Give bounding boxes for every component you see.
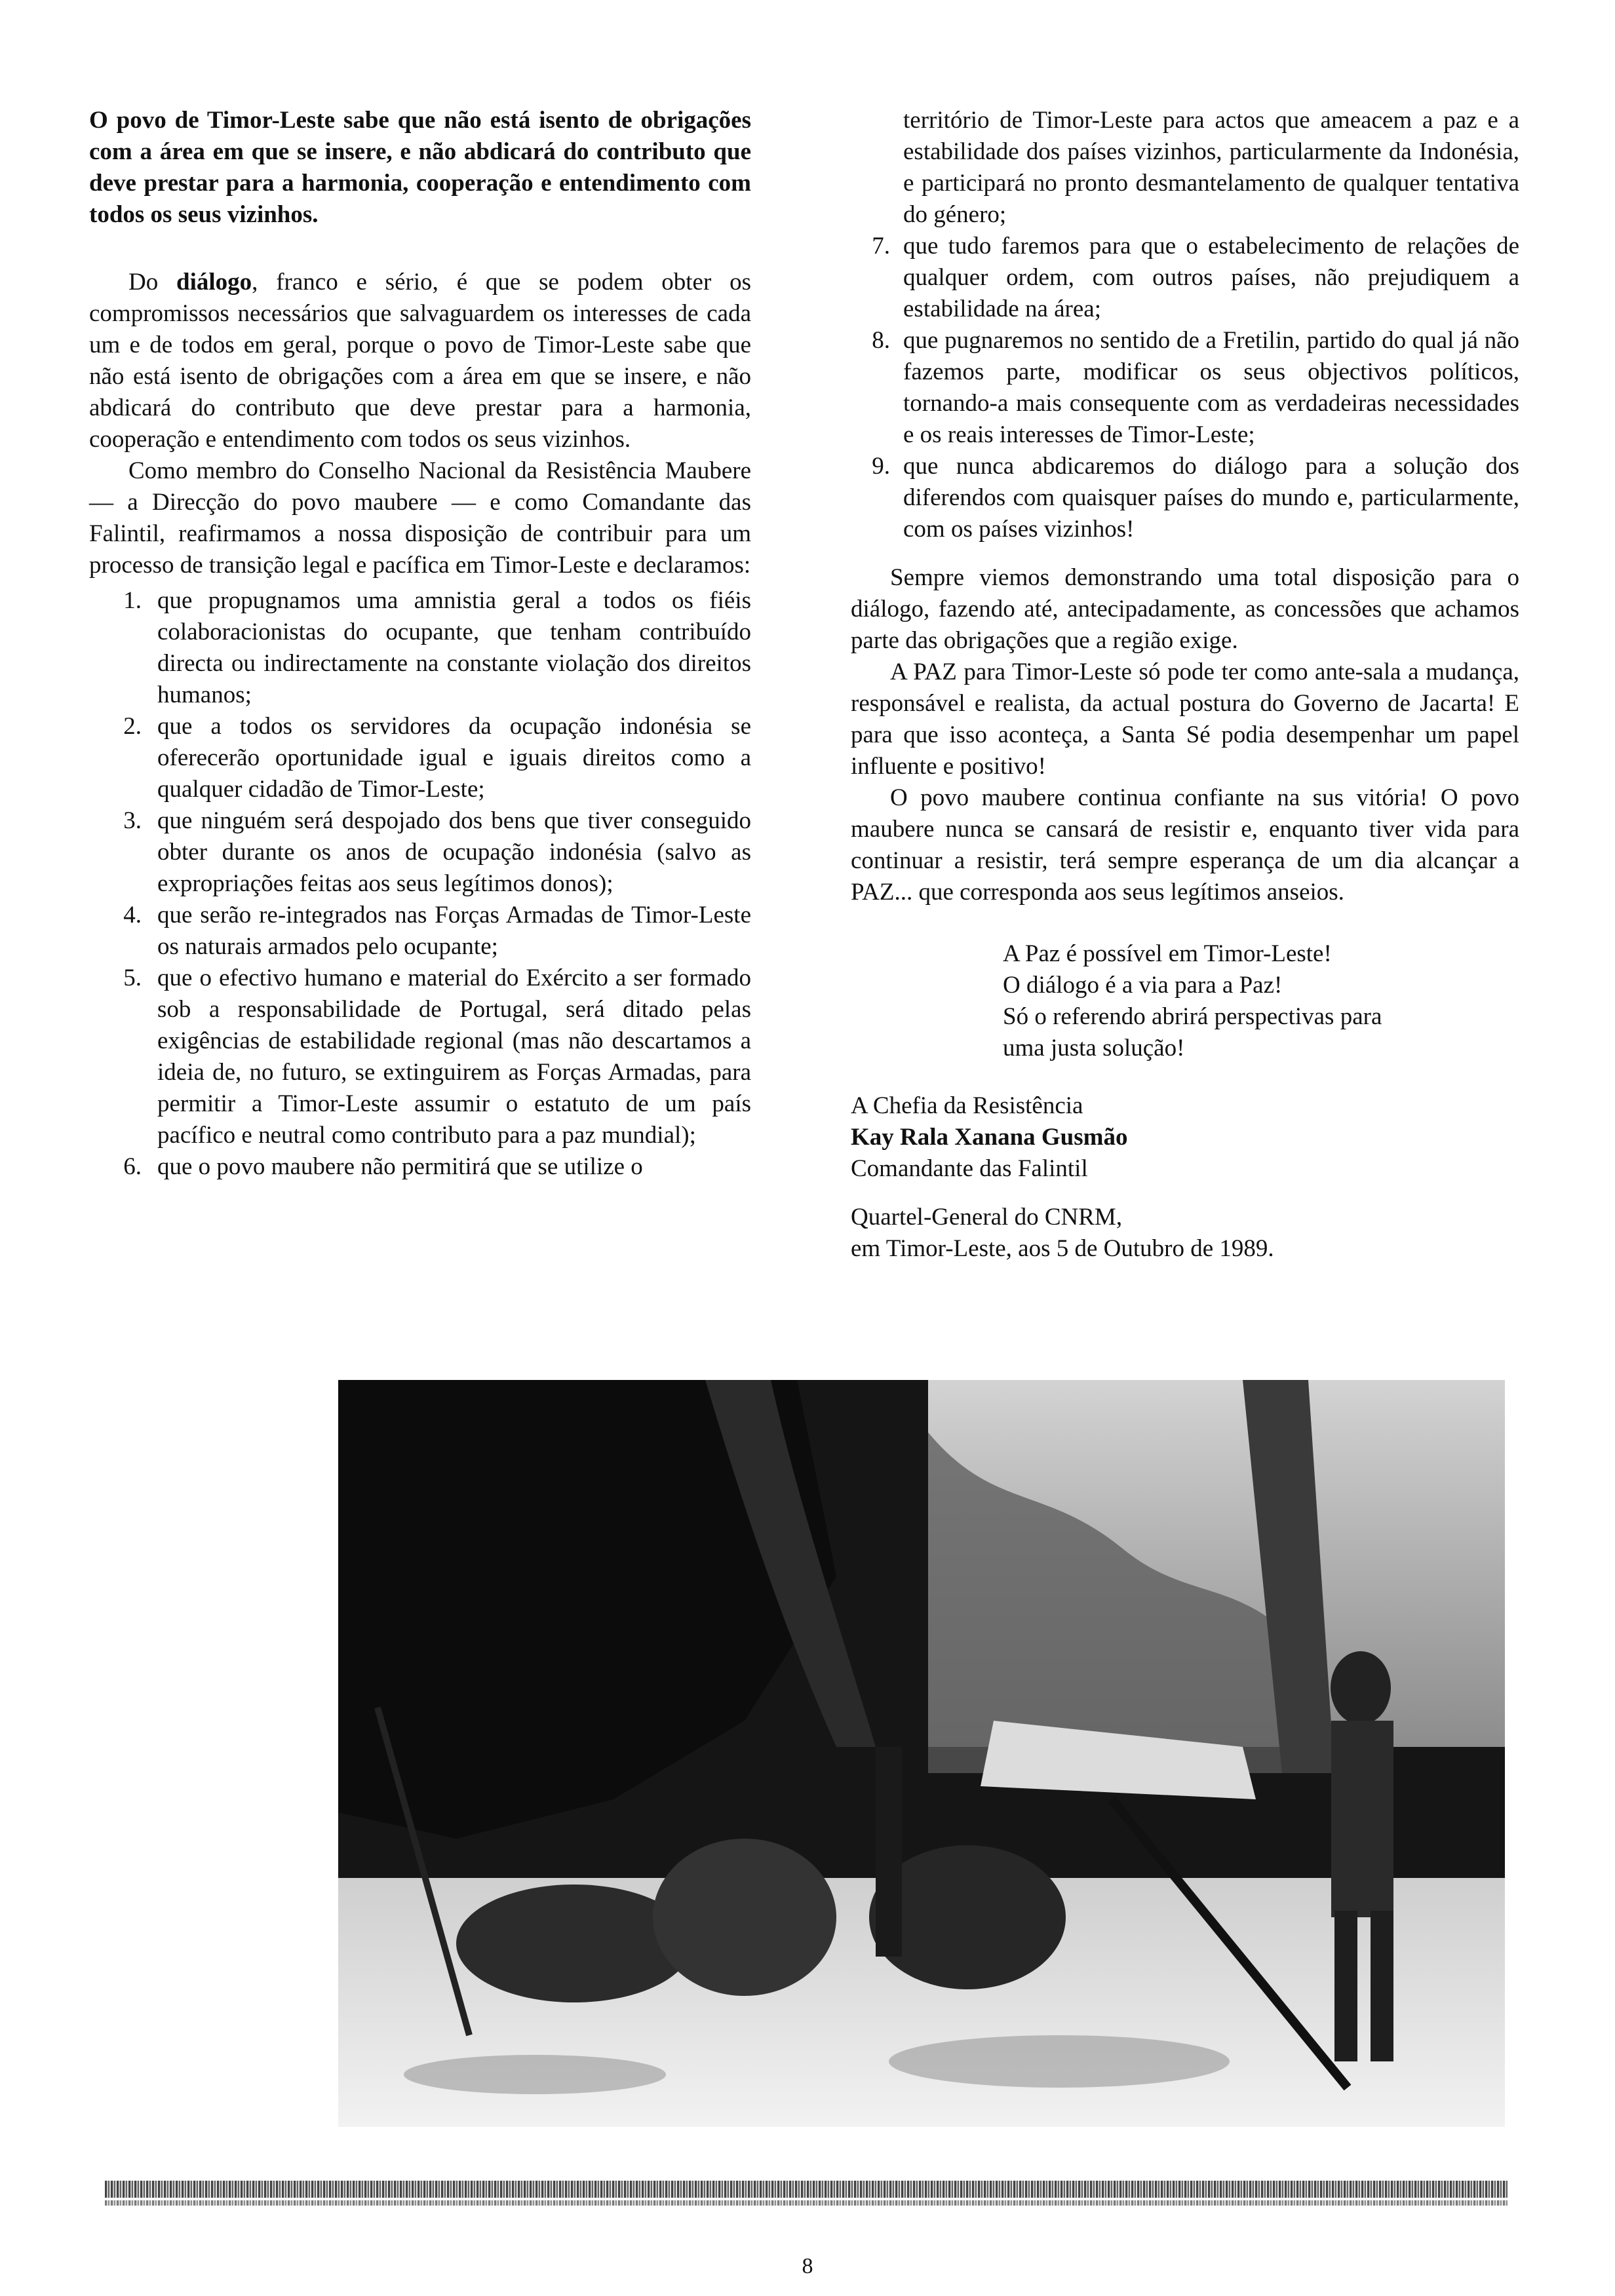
item-text: que nunca abdicaremos do diálogo para a solução dos diferendos com quaisquer países do mundo e, particularmente, com os países vizinhos!	[903, 453, 1519, 543]
item-text: território de Timor-Leste para actos que ameacem a paz e a estabilidade dos países vizinhos, particularmente da Indonésia, e participará no pronto desmantelamento de qualquer tentativa do género;	[903, 107, 1519, 228]
signature-role: Comandante das Falintil	[851, 1155, 1088, 1182]
item-text: que pugnaremos no sentido de a Fretilin, partido do qual já não fazemos parte, modificar os seus objectivos políticos, tornando-a mais consequente com as verdadeiras necessidades e os reais interesses de Timor-Leste;	[903, 327, 1519, 448]
right-column	[851, 105, 1519, 1265]
slogan-line: uma justa solução!	[1003, 1035, 1185, 1062]
slogan-line: Só o referendo abrirá perspectivas para	[1003, 1003, 1382, 1030]
camp-photo	[338, 1380, 1505, 2127]
decorative-rule	[105, 2181, 1508, 2198]
page-number: 8	[802, 2254, 813, 2278]
list-item	[89, 900, 751, 963]
item-number: 5.	[123, 965, 142, 991]
item-number: 3.	[123, 807, 142, 834]
slogans-block	[1003, 938, 1519, 1064]
list-item-continuation	[851, 105, 1519, 231]
item-text: que ninguém será despojado dos bens que tiver conseguido obter durante os anos de ocupação indonésia (salvo as expropriações feitas aos seus legítimos donos);	[157, 807, 751, 897]
hq-date: em Timor-Leste, aos 5 de Outubro de 1989.	[851, 1235, 1274, 1262]
dialogo-word: diálogo	[176, 269, 252, 296]
list-item	[89, 963, 751, 1151]
dialogo-prefix: Do	[128, 269, 177, 296]
signature-name: Kay Rala Xanana Gusmão	[851, 1124, 1128, 1151]
list-item	[851, 231, 1519, 325]
item-text: que o efectivo humano e material do Exército a ser formado sob a responsabilidade de Portugal, será ditado pelas exigências de estabilidade regional (mas não descartamos a ideia de, no futuro, se extinguirem as Forças Armadas, para permitir a Timor-Leste assumir o estatuto de um país pacífico e neutral como contributo para a paz mundial);	[157, 965, 751, 1149]
slogan-line: O diálogo é a via para a Paz!	[1003, 972, 1283, 999]
membro-paragraph: Como membro do Conselho Nacional da Resistência Maubere — a Direcção do povo maubere — e como Comandante das Falintil, reafirmamos a nossa disposição de contribuir para um processo de transição legal e pacífica em Timor-Leste e declaramos:	[89, 457, 751, 579]
list-item	[89, 585, 751, 711]
list-item	[89, 805, 751, 900]
item-text: que propugnamos uma amnistia geral a todos os fiéis colaboracionistas do ocupante, que tenham contribuído directa ou indirectamente na constante violação dos direitos humanos;	[157, 587, 751, 708]
left-column	[89, 105, 751, 1183]
decorative-rule-thin	[105, 2200, 1508, 2206]
list-item	[89, 1151, 751, 1183]
item-number: 1.	[123, 587, 142, 614]
list-item	[89, 711, 751, 805]
item-text: que tudo faremos para que o estabelecimento de relações de qualquer ordem, com outros países, não prejudiquem a estabilidade na área;	[903, 233, 1519, 322]
slogan-line: A Paz é possível em Timor-Leste!	[1003, 940, 1332, 967]
dialogo-rest: , franco e sério, é que se podem obter os compromissos necessários que salvaguardem os interesses de cada um e de todos em geral, porque o povo de Timor-Leste sabe que não está isento de obrigações com a área em que se insere, e não abdicará do contributo que deve prestar para a harmonia, cooperação e entendimento com todos os seus vizinhos.	[89, 269, 751, 453]
declaration-list-left	[89, 585, 751, 1183]
signature-block	[851, 1090, 1519, 1265]
item-number: 6.	[123, 1153, 142, 1180]
declaration-list-right	[851, 105, 1519, 545]
item-text: que a todos os servidores da ocupação indonésia se oferecerão oportunidade igual e iguais direitos como a qualquer cidadão de Timor-Leste;	[157, 713, 751, 803]
paz-paragraph: A PAZ para Timor-Leste só pode ter como ante-sala a mudança, responsável e realista, da actual postura do Governo de Jacarta! E para que isso aconteça, a Santa Sé podia desempenhar um papel influente e positivo!	[851, 659, 1519, 780]
item-number: 9.	[872, 453, 890, 480]
item-text: que o povo maubere não permitirá que se utilize o	[157, 1153, 643, 1180]
povo-paragraph: O povo maubere continua confiante na sus vitória! O povo maubere nunca se cansará de resistir e, enquanto tiver vida para continuar a resistir, terá sempre esperança de um dia alcançar a PAZ... que corresponda aos seus legítimos anseios.	[851, 784, 1519, 906]
photo-illustration	[338, 1380, 1505, 2127]
item-number: 2.	[123, 713, 142, 740]
item-text: que serão re-integrados nas Forças Armadas de Timor-Leste os naturais armados pelo ocupante;	[157, 902, 751, 960]
dialogo-disposicao-paragraph: Sempre viemos demonstrando uma total disposição para o diálogo, fazendo até, antecipadamente, as concessões que achamos parte das obrigações que a região exige.	[851, 564, 1519, 654]
list-item	[851, 325, 1519, 451]
item-number: 7.	[872, 233, 890, 259]
intro-paragraph: O povo de Timor-Leste sabe que não está isento de obrigações com a área em que se insere, e não abdicará do contributo que deve prestar para a harmonia, cooperação e entendimento com todos os seus vizinhos.	[89, 107, 751, 228]
dialogo-paragraph	[89, 267, 751, 455]
item-number: 8.	[872, 327, 890, 354]
hq-location: Quartel-General do CNRM,	[851, 1204, 1123, 1231]
item-number: 4.	[123, 902, 142, 928]
list-item	[851, 451, 1519, 545]
signature-title: A Chefia da Resistência	[851, 1092, 1083, 1119]
